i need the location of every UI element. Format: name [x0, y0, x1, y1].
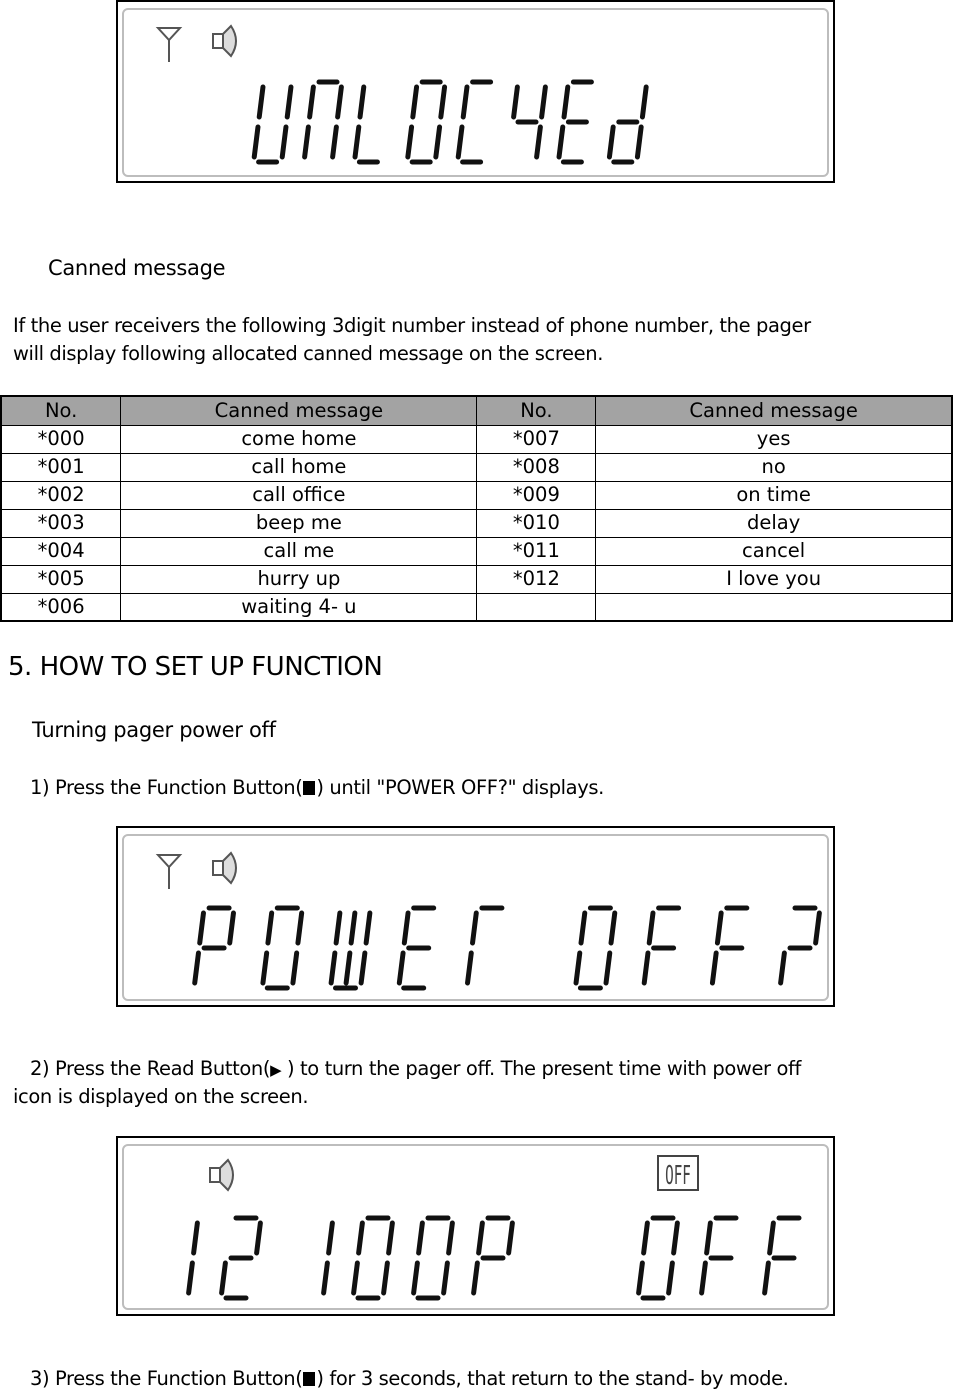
- lcd-screen-unlocked: [116, 0, 835, 183]
- message-cell: come home: [121, 425, 477, 453]
- code-cell: *003: [1, 509, 121, 537]
- svg-text:OFF: OFF: [665, 1160, 691, 1191]
- table-row: [1, 509, 952, 537]
- header-no-left: No.: [1, 396, 121, 425]
- table-row: [1, 565, 952, 593]
- message-cell: call me: [121, 537, 477, 565]
- code-cell: *002: [1, 481, 121, 509]
- step-1: [30, 774, 604, 802]
- message-cell: beep me: [121, 509, 477, 537]
- table-row: [1, 537, 952, 565]
- read-button-icon: ▶: [270, 1061, 282, 1079]
- function-button-icon: [303, 1372, 315, 1386]
- message-cell: call home: [121, 453, 477, 481]
- message-cell: call office: [121, 481, 477, 509]
- lcd-screen-power-off-prompt: [116, 826, 835, 1007]
- table-row: [1, 481, 952, 509]
- header-no-right: No.: [477, 396, 596, 425]
- power-off-subtitle: Turning pager power off: [32, 718, 276, 742]
- code-cell: *000: [1, 425, 121, 453]
- step-1-text-post: ) until "POWER OFF?" displays.: [316, 776, 604, 799]
- code-cell: *005: [1, 565, 121, 593]
- canned-message-table: [0, 395, 953, 622]
- code-cell: *006: [1, 593, 121, 621]
- table-header-row: [1, 396, 952, 425]
- canned-intro-line1: If the user receivers the following 3digit number instead of phone number, the pager: [13, 314, 811, 337]
- table-row: [1, 593, 952, 621]
- code-cell: *010: [477, 509, 596, 537]
- message-cell: I love you: [596, 565, 952, 593]
- section-title: 5. HOW TO SET UP FUNCTION: [8, 652, 383, 682]
- lcd-segment-display: [118, 828, 837, 1009]
- function-button-icon: [303, 781, 315, 795]
- lcd-segment-display: [118, 1138, 837, 1318]
- message-cell: delay: [596, 509, 952, 537]
- header-message-right: Canned message: [596, 396, 952, 425]
- message-cell: on time: [596, 481, 952, 509]
- message-cell: waiting 4- u: [121, 593, 477, 621]
- step-2-text-pre: 2) Press the Read Button(: [30, 1057, 271, 1080]
- step-3-text-pre: 3) Press the Function Button(: [30, 1367, 303, 1390]
- step-3-text-post: ) for 3 seconds, that return to the stand- by mode.: [316, 1367, 789, 1390]
- step-1-text-pre: 1) Press the Function Button(: [30, 776, 303, 799]
- message-cell: hurry up: [121, 565, 477, 593]
- canned-intro-line2: will display following allocated canned message on the screen.: [13, 342, 604, 365]
- code-cell: *008: [477, 453, 596, 481]
- message-cell: cancel: [596, 537, 952, 565]
- code-cell: *011: [477, 537, 596, 565]
- message-cell: yes: [596, 425, 952, 453]
- message-cell: [596, 593, 952, 621]
- lcd-segment-display: [118, 2, 837, 185]
- table-row: [1, 453, 952, 481]
- code-cell: *012: [477, 565, 596, 593]
- code-cell: *001: [1, 453, 121, 481]
- lcd-screen-power-off-time: [116, 1136, 835, 1316]
- step-2-text-post: ) to turn the pager off. The present time with power off: [281, 1057, 801, 1080]
- code-cell: *004: [1, 537, 121, 565]
- table-row: [1, 425, 952, 453]
- code-cell: *007: [477, 425, 596, 453]
- code-cell: *009: [477, 481, 596, 509]
- step-3: [30, 1365, 788, 1392]
- step-2-line2: icon is displayed on the screen.: [13, 1085, 309, 1108]
- code-cell: [477, 593, 596, 621]
- header-message-left: Canned message: [121, 396, 477, 425]
- step-2: [30, 1055, 801, 1084]
- canned-message-heading: Canned message: [48, 256, 226, 280]
- message-cell: no: [596, 453, 952, 481]
